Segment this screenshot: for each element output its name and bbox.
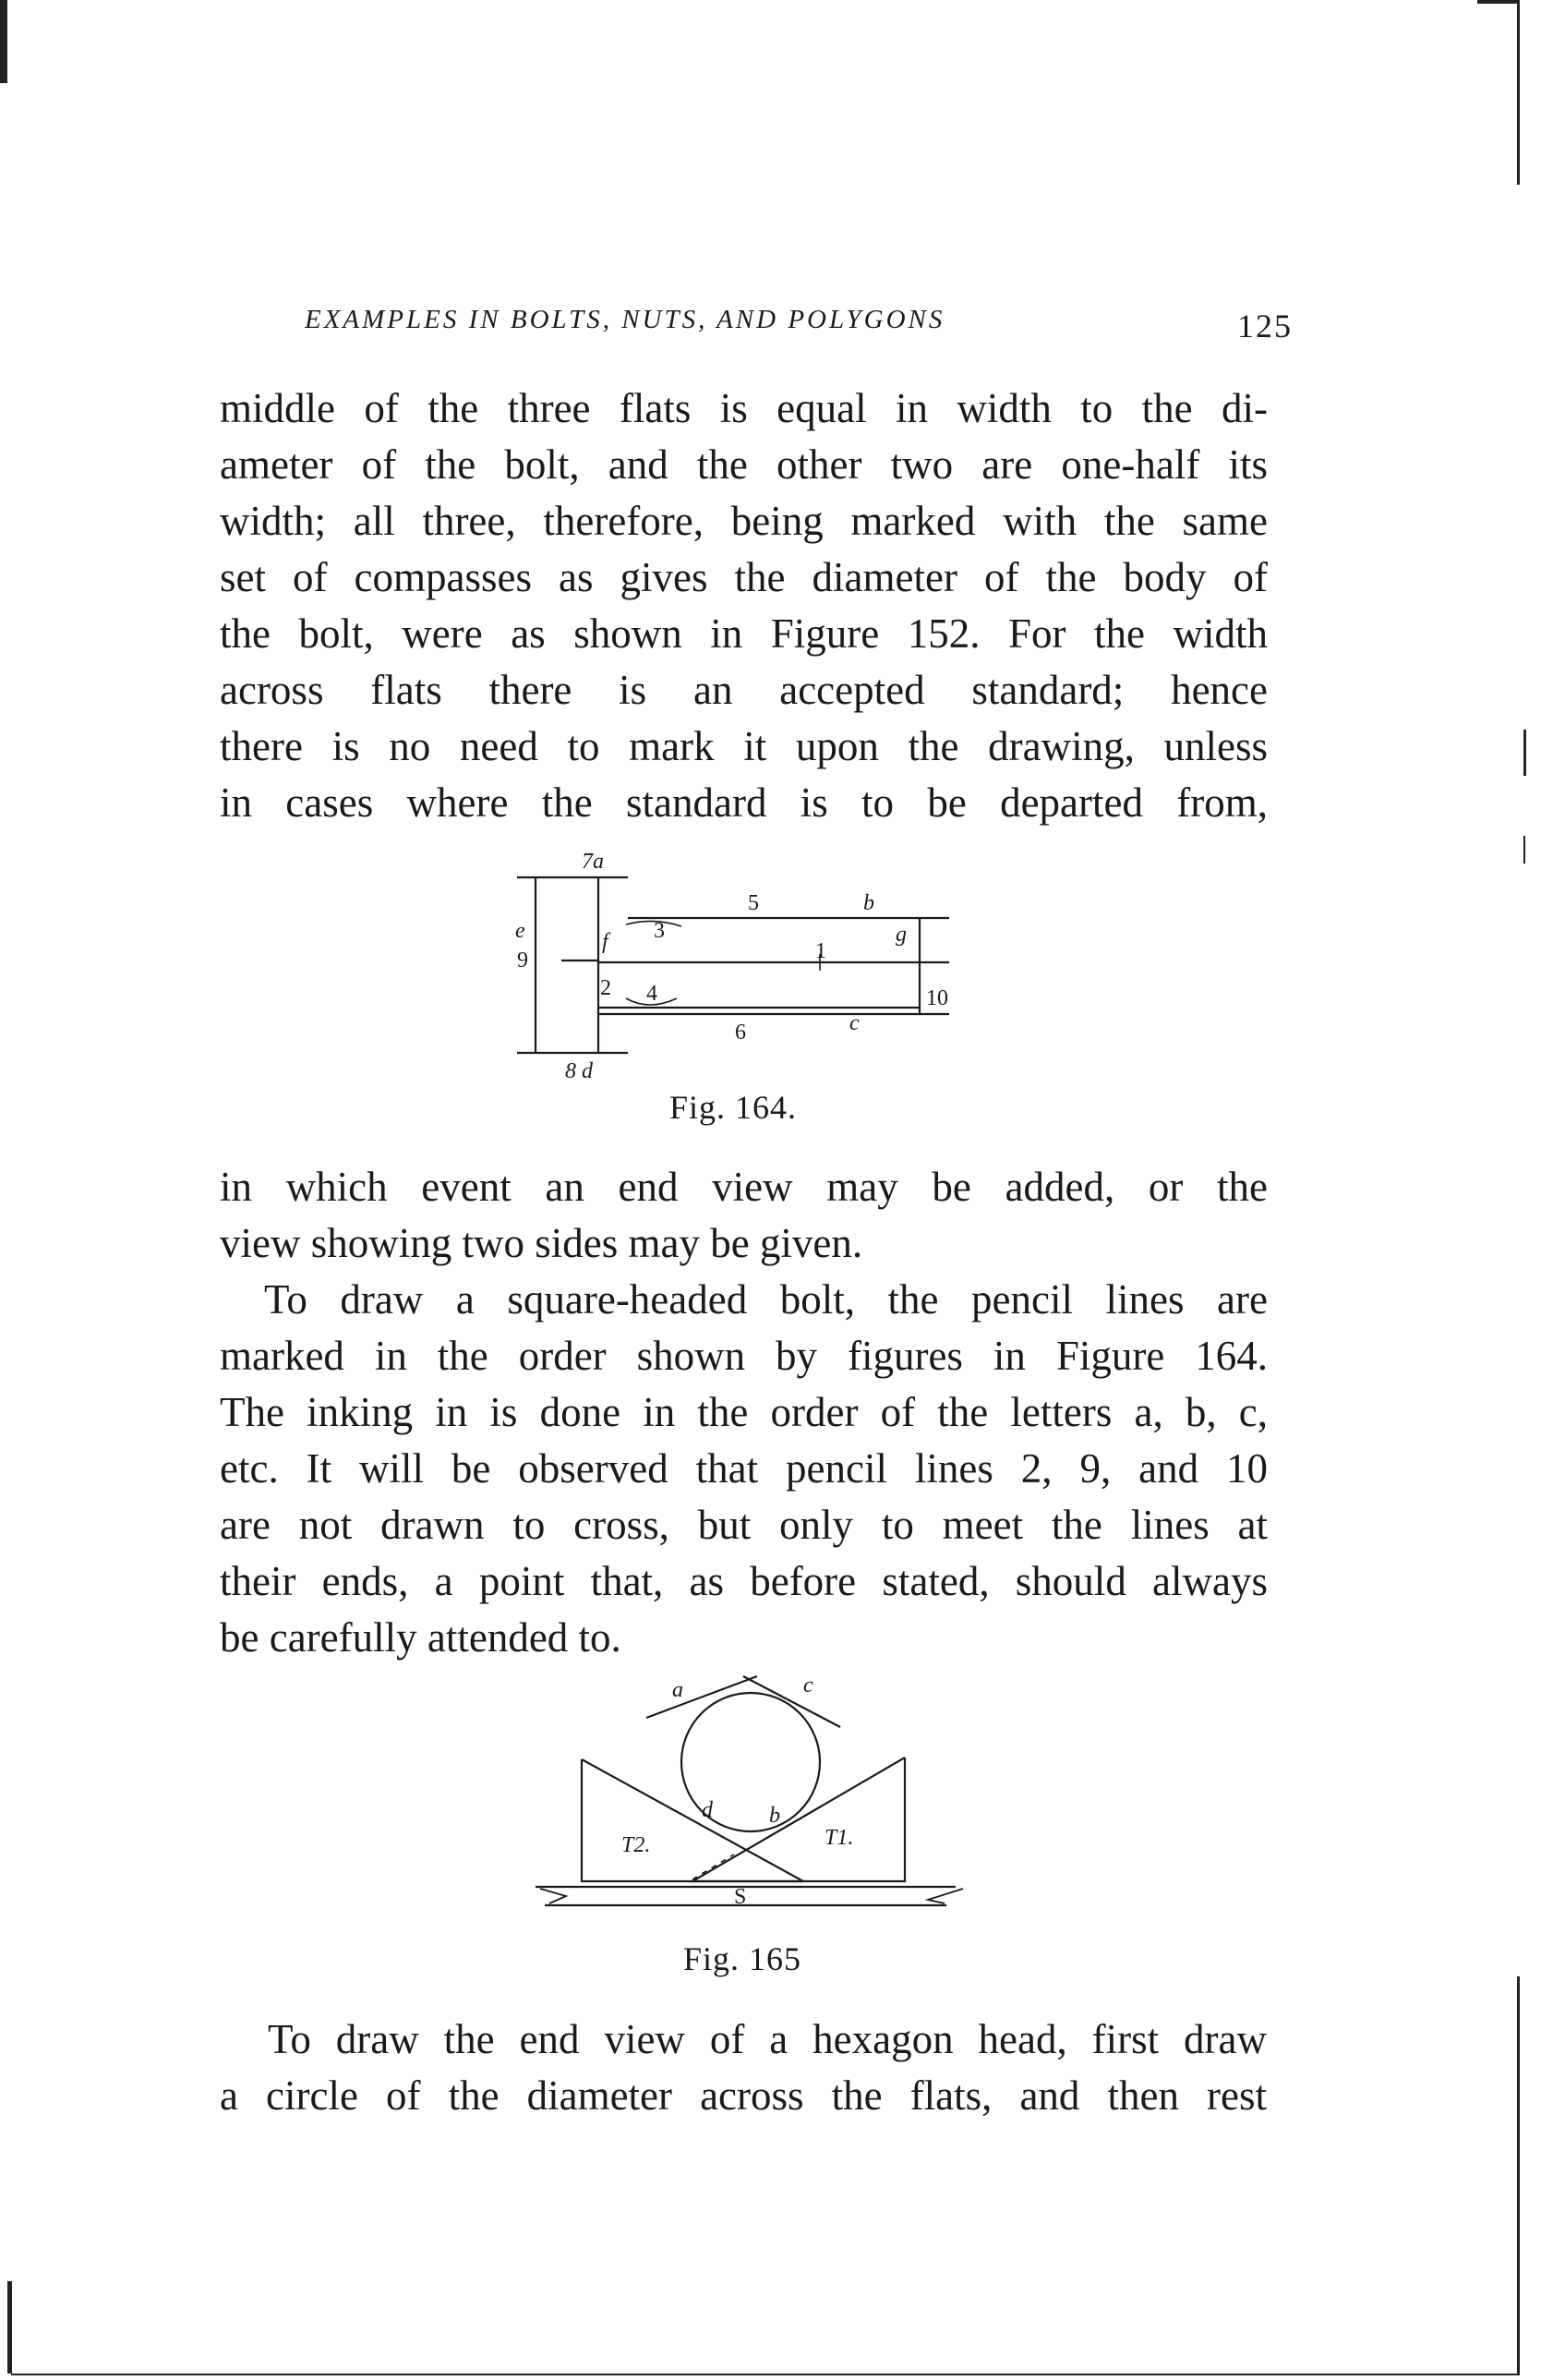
label-t1: T1.	[825, 1826, 854, 1850]
text-line: be carefully attended to.	[220, 1614, 621, 1661]
figure-165-caption: Fig. 165	[683, 1940, 802, 1977]
text-line: the bolt, were as shown in Figure 152. For the width	[220, 610, 1268, 657]
label-10: 10	[926, 986, 948, 1010]
label-t2: T2.	[621, 1833, 651, 1857]
tangent-c	[743, 1676, 840, 1727]
scan-edge-top-left	[0, 0, 7, 83]
text-line: The inking in is done in the order of the letters a, b, c,	[220, 1389, 1268, 1435]
label-c: c	[803, 1673, 813, 1697]
text-line: across flats there is an accepted standard; hence	[220, 667, 1268, 713]
figure-165-diagram	[522, 1658, 974, 1935]
scan-edge-top-right	[1517, 0, 1520, 185]
tangent-a	[646, 1676, 757, 1718]
figure-164-diagram	[506, 845, 968, 1085]
label-g: g	[896, 923, 907, 947]
label-s: S	[734, 1885, 747, 1909]
triangle-t1	[692, 1758, 905, 1881]
paragraph-3	[220, 2012, 1267, 2124]
text-line: are not drawn to cross, but only to meet the lines at	[220, 1502, 1268, 1548]
label-e: e	[515, 919, 525, 943]
label-3: 3	[654, 919, 665, 943]
text-line: ameter of the bolt, and the other two are one-half its	[220, 441, 1268, 488]
label-1: 1	[815, 939, 826, 963]
scan-edge-left-bottom	[7, 2281, 12, 2374]
text-line: their ends, a point that, as before stated, should always	[220, 1558, 1268, 1604]
straightedge-right-end	[928, 1889, 963, 1903]
label-5: 5	[748, 891, 759, 915]
label-c: c	[849, 1011, 860, 1035]
label-8d: 8 d	[565, 1059, 593, 1083]
label-7a: 7a	[582, 850, 604, 874]
text-line: middle of the three flats is equal in width to the di-	[220, 385, 1268, 431]
paragraph-1	[220, 381, 1268, 831]
running-title: EXAMPLES IN BOLTS, NUTS, AND POLYGONS	[305, 305, 945, 334]
text-line: in cases where the standard is to be departed from,	[220, 779, 1268, 826]
text-line: view showing two sides may be given.	[220, 1220, 863, 1266]
label-b: b	[769, 1804, 780, 1828]
scan-edge-right	[1517, 1976, 1520, 2374]
text-line: set of compasses as gives the diameter of the body of	[220, 554, 1268, 600]
text-line: To draw the end view of a hexagon head, first draw	[268, 2016, 1267, 2062]
text-line: etc. It will be observed that pencil lines 2, 9, and 10	[220, 1445, 1268, 1492]
label-a: a	[672, 1678, 683, 1702]
label-2: 2	[600, 976, 611, 1000]
figure-164-caption: Fig. 164.	[669, 1089, 798, 1126]
label-9: 9	[517, 948, 528, 973]
page-number: 125	[1237, 308, 1293, 344]
scan-edge-top-right-cap	[1477, 0, 1520, 4]
text-line: To draw a square-headed bolt, the pencil lines are	[264, 1276, 1268, 1323]
label-4: 4	[646, 982, 657, 1006]
text-line: a circle of the diameter across the flats, and then rest	[220, 2072, 1267, 2119]
scan-edge-bottom	[11, 2374, 1520, 2375]
label-6: 6	[735, 1021, 746, 1045]
label-d: d	[702, 1798, 713, 1822]
scan-mark-right-1	[1523, 730, 1526, 776]
text-line: marked in the order shown by figures in Figure 164.	[220, 1333, 1268, 1379]
paragraph-2	[220, 1159, 1268, 1666]
label-b: b	[863, 891, 874, 915]
dashed-line	[692, 1854, 734, 1879]
running-header	[305, 305, 1293, 360]
straightedge-left-end	[540, 1889, 566, 1903]
text-line: there is no need to mark it upon the drawing, unless	[220, 723, 1268, 769]
label-f: f	[602, 930, 608, 954]
scan-mark-right-2	[1523, 836, 1525, 864]
text-line: in which event an end view may be added, or the	[220, 1164, 1268, 1210]
text-line: width; all three, therefore, being marked with the same	[220, 498, 1268, 544]
